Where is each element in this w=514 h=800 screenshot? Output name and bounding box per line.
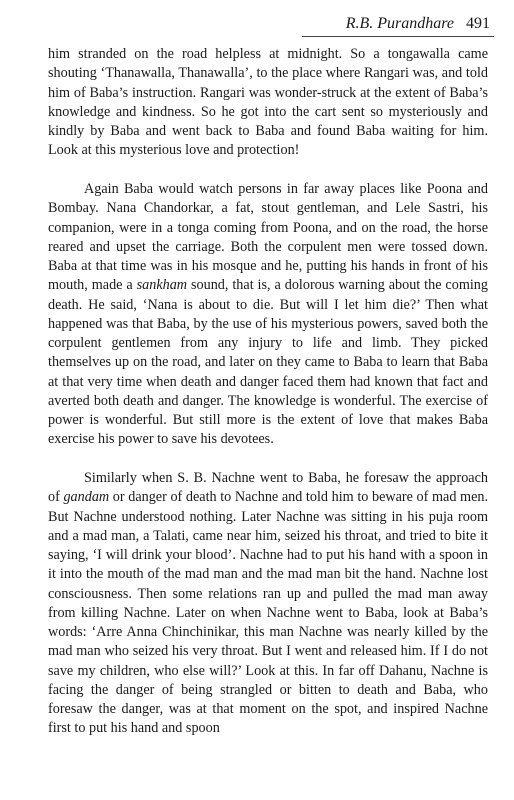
- paragraph: [48, 180, 488, 450]
- paragraph-text: Again Baba would watch persons in far away places like Poona and Bombay. Nana Chandorkar, a fat, stout gentleman, and Lele Sastri, his companion, were in a tonga coming from Poona, and on the road, the horse reared and upset the carriage. Both the corpulent men were tossed down. Baba at that time was in his mosque and he, putting his hands in front of his mouth, made a: [48, 181, 488, 294]
- header-rule: [302, 36, 494, 37]
- page-number: 491: [466, 15, 490, 32]
- italic-term: sankham: [136, 277, 188, 294]
- italic-term: gandam: [63, 489, 110, 506]
- paragraph-text: Similarly when S. B. Nachne went to Baba, he foresaw the approach of: [48, 470, 488, 506]
- paragraph: [48, 469, 488, 739]
- running-header: [346, 14, 490, 34]
- body-text: [48, 45, 488, 739]
- running-header-author: R.B. Purandhare: [345, 15, 454, 32]
- paragraph-text: him stranded on the road helpless at midnight. So a tongawalla came shouting ‘Thanawalla, Thanawalla’, to the place where Rangari was, and told him of Baba’s instruction. Rangari was wonder-struck at the extent of Baba’s knowledge and kindness. So he got into the cart sent so mysteriously and kindly by Baba and went back to Baba and found Baba waiting for him. Look at this mysterious love and protection!: [48, 46, 488, 159]
- paragraph-text: sound, that is, a dolorous warning about the coming death. He said, ‘Nana is about to die. But will I let him die?’ Then what happened was that Baba, by the use of his mysterious powers, saved both the corpulent gentlemen from any injury to life and limb. They picked themselves up on the road, and later on they came to Baba to learn that Baba at that very time when death and danger faced them had known that fact and averted both death and danger. The knowledge is wonderful. The exercise of power is wonderful. But still more is the extent of love that makes Baba exercise his power to save his devotees.: [48, 277, 488, 448]
- paragraph: [48, 45, 488, 161]
- paragraph-text: or danger of death to Nachne and told him to beware of mad men. But Nachne understood nothing. Later Nachne was sitting in his puja room and a mad man, a Talati, came near him, seized his throat, and tried to bite it saying, ‘I will drink your blood’. Nachne had to put his hand with a spoon in it into the mouth of the mad man and the mad man bit the hand. Nachne lost consciousness. Then some relations ran up and pulled the mad man away from killing Nachne. Later on when Nachne went to Baba, look at Baba’s words: ‘Arre Anna Chinchinikar, this man Nachne was nearly killed by the mad man who seized his very throat. But I went and released him. If I do not save my children, who else will?’ Look at this. In far off Dahanu, Nachne is facing the danger of being strangled or bitten to death and Baba, who foresaw the danger, was at that moment on the spot, and inspired Nachne first to put his hand and spoon: [48, 489, 489, 737]
